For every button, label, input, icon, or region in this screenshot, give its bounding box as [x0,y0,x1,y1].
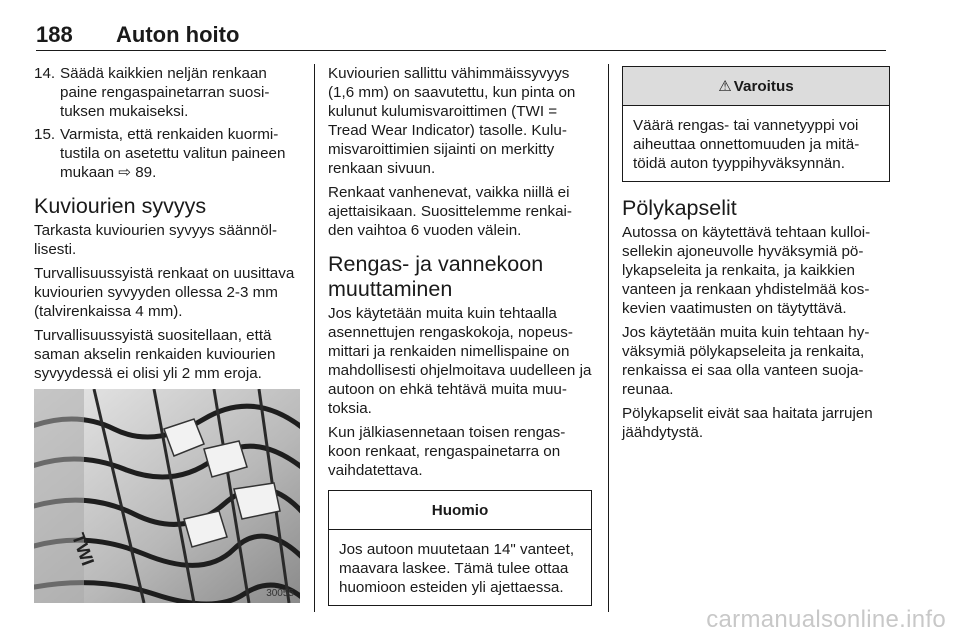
list-text: Varmista, että renkaiden kuormitustila on asetettu valitun paineen mukaan ⇨ 89. [60,126,286,181]
warning-header [623,67,889,106]
paragraph: Renkaat vanhenevat, vaikka niillä ei ajettaisikaan. Suosittelemme renkaiden vaihtoa 6 vuoden välein. [328,184,572,239]
list-item [34,125,302,182]
note-text: Jos autoon muutetaan 14" vanteet, maavara laskee. Tämä tulee ottaa huomioon esteiden yli ajettaessa. [339,541,575,596]
warning-icon: ⚠ [718,78,732,95]
paragraph: Pölykapselit eivät saa haitata jarrujen jäähdytystä. [622,405,873,441]
paragraph: Autossa on käytettävä tehtaan kulloisellekin ajoneuvolle hyväksymiä pölykapseleita ja renkaita, ja kaikkien vanteen ja renkaan yhdistelmää koskevien vaatimusten on täytyttävä. [622,224,871,317]
page-number: 188 [36,22,73,47]
step-list [34,64,302,182]
column-divider [608,64,609,612]
warning-box [622,66,890,182]
heading-hubcaps: Pölykapselit [622,196,737,220]
paragraph: Jos käytetään muita kuin tehtaan hyväksymiä pölykapseleita ja renkaita, renkaissa ei saa olla vanteen suojareunaa. [622,324,870,398]
warning-title: Varoitus [733,77,794,95]
column-2 [328,64,592,606]
list-item [34,64,302,121]
paragraph: Kun jälkiasennetaan toisen rengaskoon renkaat, rengaspainetarra on vaihdatettava. [328,424,566,479]
heading-size-change: Rengas- ja vannekoon muuttaminen [328,252,544,301]
watermark: carmanualsonline.info [706,606,946,633]
note-title: Huomio [329,491,591,530]
page-header [36,20,886,51]
warning-text: Väärä rengas- tai vannetyyppi voi aiheuttaa onnettomuuden ja mitätöidä auton tyyppihyväksynnän. [633,117,860,172]
paragraph: Tarkasta kuviourien syvyys säännöllisesti. [34,222,278,258]
tire-tread-illustration [34,389,300,603]
list-text: Säädä kaikkien neljän renkaan paine rengaspainetarran suosituksen mukaiseksi. [60,65,270,120]
heading-tread-depth: Kuviourien syvyys [34,194,207,218]
column-3 [622,66,890,447]
list-number: 14. [34,65,56,82]
paragraph: Turvallisuussyistä renkaat on uusittava kuviourien syvyyden ollessa 2-3 mm (talvirenkaissa 4 mm). [34,265,295,320]
section-title: Auton hoito [116,22,240,47]
paragraph: Kuviourien sallittu vähimmäissyvyys (1,6 mm) on saavutettu, kun pinta on kulunut kulumisvaroittimen (TWI = Tread Wear Indicator) tasolle. Kulumisvaroittimien sijainti on merkitty renkaan sivuun. [328,65,576,177]
paragraph: Turvallisuussyistä suositellaan, että saman akselin renkaiden kuviourien syvyydessä ei olisi yli 2 mm eroja. [34,327,276,382]
column-1 [34,64,302,603]
note-box [328,490,592,606]
image-code: 30055 [266,588,294,599]
paragraph: Jos käytetään muita kuin tehtaalla asennettujen rengaskokoja, nopeusmittari ja renkaiden nimellispaine on mahdollisesti ohjelmoitava uudelleen ja autoon on ehkä tehtävä muita muutoksia. [328,305,592,417]
twi-marking: TWI [67,530,99,569]
tire-tread-drawing [34,389,300,603]
column-divider [314,64,315,612]
list-number: 15. [34,126,56,143]
